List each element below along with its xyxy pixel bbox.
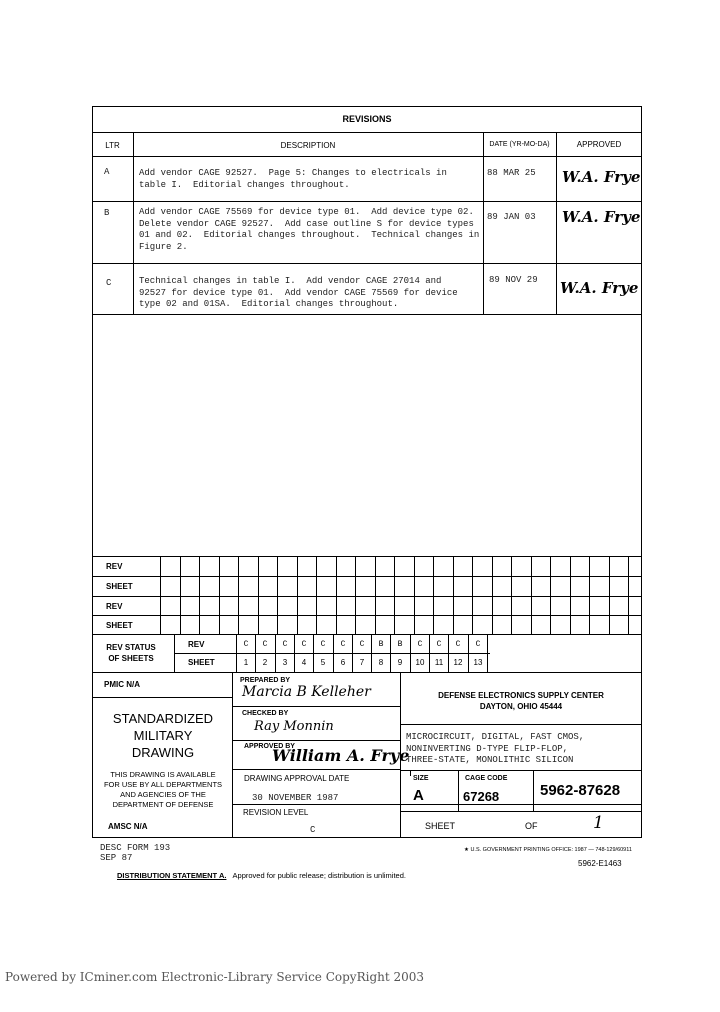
status-sheet-cell: 7 bbox=[359, 658, 365, 667]
grid-column-line bbox=[433, 556, 434, 634]
status-column-line bbox=[487, 634, 488, 672]
availability-statement: THIS DRAWING IS AVAILABLE FOR USE BY ALL DEPARTMENTS AND AGENCIES OF THE DEPARTMENT OF DEFENSE bbox=[103, 770, 223, 809]
status-rev-cell: C bbox=[455, 640, 461, 649]
rev-row-c-ltr: C bbox=[106, 278, 112, 288]
status-rev-cell: B bbox=[378, 640, 384, 649]
size-value: A bbox=[413, 787, 424, 804]
approved-by-signature: William A. Frye bbox=[272, 746, 410, 765]
grid-column-line bbox=[355, 556, 356, 634]
status-sheet-cell: 9 bbox=[397, 658, 403, 667]
grid-column-line bbox=[472, 556, 473, 634]
status-rev-cell: C bbox=[436, 640, 442, 649]
checked-by-signature: Ray Monnin bbox=[254, 719, 334, 734]
form-number: DESC FORM 193 SEP 87 bbox=[100, 843, 171, 863]
grid-column-line bbox=[550, 556, 551, 634]
pmic-label: PMIC N/A bbox=[104, 680, 140, 689]
status-sheet-cell: 4 bbox=[301, 658, 307, 667]
grid-column-line bbox=[511, 556, 512, 634]
sheet-number: 1 bbox=[593, 813, 604, 833]
status-column-line bbox=[255, 634, 256, 672]
grid-column-line bbox=[589, 556, 590, 634]
grid-sheet-label-1: SHEET bbox=[106, 582, 133, 591]
grid-column-line bbox=[492, 556, 493, 634]
status-sheet-label: SHEET bbox=[188, 658, 215, 667]
status-sheet-cell: 6 bbox=[340, 658, 346, 667]
status-rev-cell: C bbox=[417, 640, 423, 649]
sheet-label: SHEET bbox=[425, 821, 456, 831]
status-rev-cell: C bbox=[282, 640, 288, 649]
of-label: OF bbox=[525, 821, 538, 831]
grid-column-line bbox=[570, 556, 571, 634]
grid-column-line bbox=[336, 556, 337, 634]
grid-column-line bbox=[394, 556, 395, 634]
size-label: SIZE bbox=[413, 775, 429, 782]
agency-name: DEFENSE ELECTRONICS SUPPLY CENTER DAYTON, OHIO 45444 bbox=[438, 691, 604, 711]
grid-column-line bbox=[609, 556, 610, 634]
cage-code-value: 67268 bbox=[463, 789, 500, 804]
status-rev-cell: B bbox=[397, 640, 403, 649]
status-sheet-cell: 3 bbox=[282, 658, 288, 667]
grid-column-line bbox=[375, 556, 376, 634]
status-sheet-cell: 1 bbox=[243, 658, 249, 667]
checked-by-label: CHECKED BY bbox=[242, 710, 289, 717]
rev-status-of-sheets-label: REV STATUS OF SHEETS bbox=[106, 643, 156, 663]
status-sheet-cell: 5 bbox=[320, 658, 326, 667]
rev-row-a-approval-signature: W.A. Frye bbox=[562, 168, 641, 186]
grid-column-line bbox=[258, 556, 259, 634]
grid-column-line bbox=[219, 556, 220, 634]
distribution-statement bbox=[117, 871, 406, 880]
amsc-label: AMSC N/A bbox=[108, 822, 148, 831]
rev-row-c-description: Technical changes in table I. Add vendor CAGE 27014 and 92527 for device type 01. Add vendor CAGE 75569 for device type 02 and 01SA. Editorial changes throughout. bbox=[139, 276, 458, 309]
status-rev-cell: C bbox=[340, 640, 346, 649]
prepared-by-label: PREPARED BY bbox=[240, 677, 291, 684]
status-sheet-cell: 13 bbox=[473, 658, 483, 667]
col-header-description: DESCRIPTION bbox=[280, 141, 336, 150]
status-column-line bbox=[313, 634, 314, 672]
status-rev-cell: C bbox=[243, 640, 249, 649]
status-rev-cell: C bbox=[320, 640, 326, 649]
rev-row-a-description: Add vendor CAGE 92527. Page 5: Changes to electricals in table I. Editorial changes throughout. bbox=[139, 168, 447, 190]
grid-column-line bbox=[414, 556, 415, 634]
status-column-line bbox=[410, 634, 411, 672]
rev-row-c-approval-signature: W.A. Frye bbox=[560, 279, 639, 297]
status-sheet-cell: 10 bbox=[415, 658, 425, 667]
status-column-line bbox=[333, 634, 334, 672]
grid-column-line bbox=[453, 556, 454, 634]
grid-column-line bbox=[277, 556, 278, 634]
status-sheet-cell: 8 bbox=[378, 658, 384, 667]
status-column-line bbox=[236, 634, 237, 672]
revision-level-value: C bbox=[310, 825, 316, 835]
standardized-military-drawing: STANDARDIZED MILITARY DRAWING bbox=[112, 711, 214, 760]
drawing-approval-date-label: DRAWING APPROVAL DATE bbox=[244, 774, 350, 783]
approved-by-label: APPROVED BY bbox=[244, 743, 295, 750]
status-sheet-cell: 2 bbox=[262, 658, 268, 667]
status-column-line bbox=[390, 634, 391, 672]
revision-level-label: REVISION LEVEL bbox=[243, 808, 309, 817]
col-header-ltr: LTR bbox=[105, 141, 120, 150]
grid-column-line bbox=[297, 556, 298, 634]
grid-column-line bbox=[531, 556, 532, 634]
rev-row-b-date: 89 JAN 03 bbox=[487, 212, 536, 222]
grid-column-line bbox=[628, 556, 629, 634]
rev-row-b-description: Add vendor CAGE 75569 for device type 01. Add device type 02. Delete vendor CAGE 92527. Add case outline S for device types 01 and 02. Editorial changes throughout. Technical changes in Figure 2. bbox=[139, 207, 480, 252]
status-rev-label: REV bbox=[188, 640, 205, 649]
status-column-line bbox=[294, 634, 295, 672]
status-column-line bbox=[448, 634, 449, 672]
status-rev-cell: C bbox=[262, 640, 268, 649]
rev-row-a-ltr: A bbox=[104, 167, 110, 177]
printing-office-note: ★ U.S. GOVERNMENT PRINTING OFFICE: 1987 — 748-129/60911 bbox=[464, 847, 632, 853]
powered-by-footer: Powered by ICminer.com Electronic-Library Service CopyRight 2003 bbox=[5, 970, 425, 984]
status-column-line bbox=[275, 634, 276, 672]
revisions-title: REVISIONS bbox=[342, 114, 392, 124]
cage-code-label: CAGE CODE bbox=[465, 775, 508, 782]
rev-row-c-date: 89 NOV 29 bbox=[489, 275, 538, 285]
prepared-by-signature: Marcia B Kelleher bbox=[242, 684, 371, 700]
rev-row-b-ltr: B bbox=[104, 208, 110, 218]
grid-column-line bbox=[316, 556, 317, 634]
grid-sheet-label-2: SHEET bbox=[106, 621, 133, 630]
grid-column-line bbox=[180, 556, 181, 634]
status-column-line bbox=[352, 634, 353, 672]
rev-row-a-date: 88 MAR 25 bbox=[487, 168, 536, 178]
grid-column-line bbox=[238, 556, 239, 634]
status-rev-cell: C bbox=[475, 640, 481, 649]
status-rev-cell: C bbox=[359, 640, 365, 649]
status-column-line bbox=[429, 634, 430, 672]
drawing-number: 5962-87628 bbox=[540, 782, 621, 799]
col-header-date: DATE (YR-MO-DA) bbox=[489, 141, 550, 148]
distribution-statement-text: Approved for public release; distribution is unlimited. bbox=[232, 871, 406, 880]
status-column-line bbox=[371, 634, 372, 672]
file-identifier: 5962-E1463 bbox=[578, 859, 622, 868]
drawing-approval-date: 30 NOVEMBER 1987 bbox=[252, 793, 339, 803]
grid-column-line bbox=[199, 556, 200, 634]
drawing-title: MICROCIRCUIT, DIGITAL, FAST CMOS, NONINVERTING D-TYPE FLIP-FLOP, THREE-STATE, MONOLITHIC SILICON bbox=[406, 732, 585, 765]
status-sheet-cell: 11 bbox=[434, 658, 444, 667]
rev-row-b-approval-signature: W.A. Frye bbox=[562, 208, 641, 226]
grid-column-line bbox=[160, 556, 161, 634]
grid-rev-label-1: REV bbox=[106, 562, 123, 571]
status-rev-cell: C bbox=[301, 640, 307, 649]
status-sheet-cell: 12 bbox=[453, 658, 463, 667]
grid-rev-label-2: REV bbox=[106, 602, 123, 611]
status-column-line bbox=[468, 634, 469, 672]
col-header-approved: APPROVED bbox=[576, 140, 622, 149]
distribution-statement-label: DISTRIBUTION STATEMENT A. bbox=[117, 871, 227, 880]
